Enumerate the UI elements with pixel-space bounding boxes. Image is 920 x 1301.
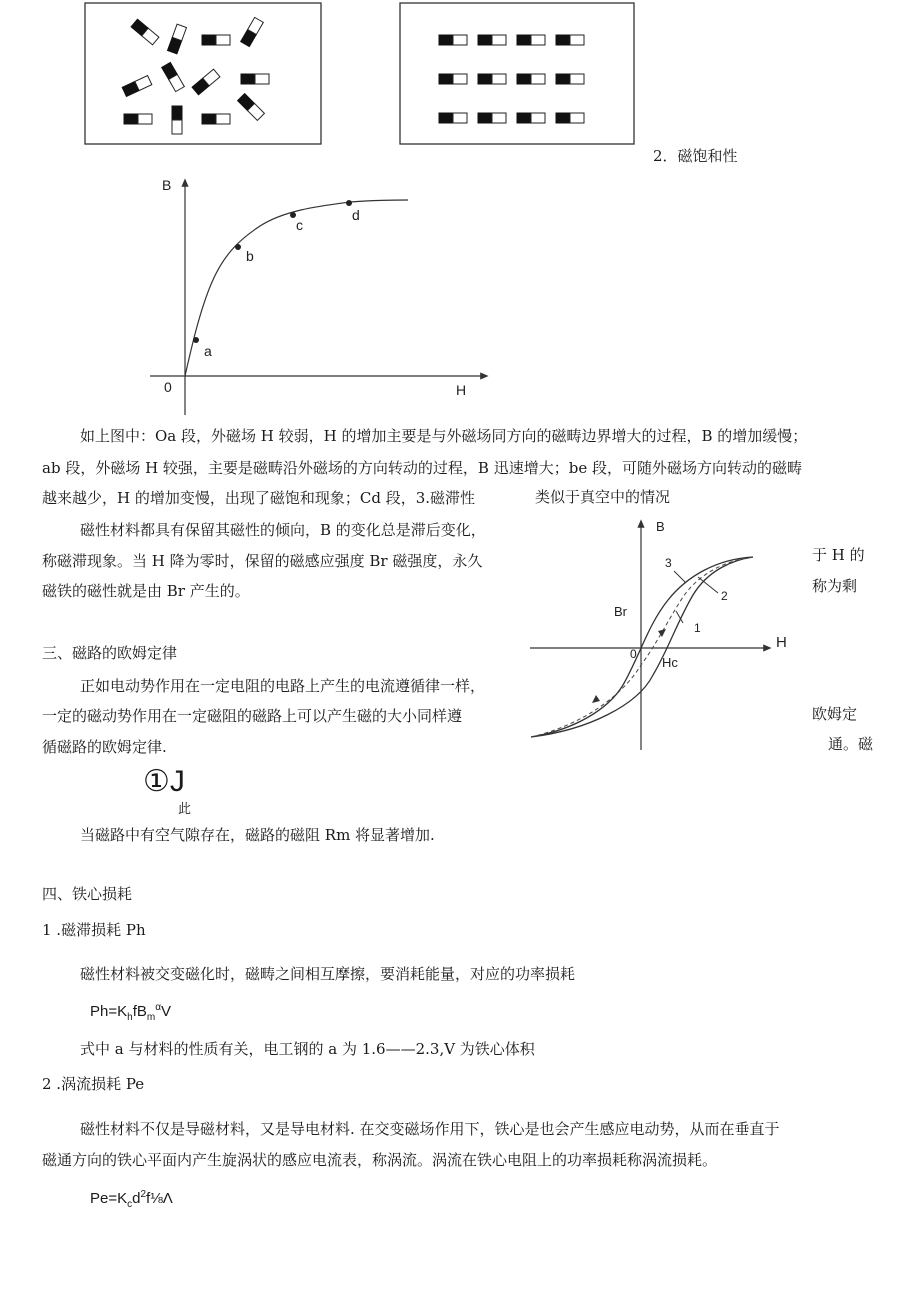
aligned-domain-magnet xyxy=(556,35,584,45)
heading-saturation: 2．磁饱和性 xyxy=(653,147,738,165)
eddy-para-line-2: 磁通方向的铁心平面内产生旋涡状的感应电流表，称涡流。涡流在铁心电阻上的功率损耗称涡流损耗。 xyxy=(42,1151,718,1169)
hysteresis-para-line-1b: 于 H 的 xyxy=(812,546,865,564)
random-domain-magnet xyxy=(238,94,265,121)
random-domain-magnet xyxy=(202,35,230,45)
loop-upper-branch xyxy=(531,557,753,737)
random-domain-magnet xyxy=(172,106,182,134)
random-domain-magnet xyxy=(124,114,152,124)
aligned-domain-magnet xyxy=(556,74,584,84)
loop-origin-label: 0 xyxy=(630,647,637,661)
aligned-domain-magnet xyxy=(439,74,467,84)
heading-hysteresis-loss: 1 .磁滞损耗 Ph xyxy=(42,921,146,939)
alpha-desc: 式中 a 与材料的性质有关，电工钢的 a 为 1.6——2.3,V 为铁心体积 xyxy=(80,1040,535,1058)
point-a xyxy=(193,337,199,343)
ohm-para-line-3: 循磁路的欧姆定律. xyxy=(42,738,167,756)
label-hc: Hc xyxy=(662,655,678,670)
magnetic-domains-diagram xyxy=(0,0,920,150)
formula-ph: $Ph=K_hfB_m^\alpha V$ xyxy=(90,1002,172,1023)
ohm-para-line-2: 一定的磁动势作用在一定磁阻的磁路上可以产生磁的大小同样遵 xyxy=(42,707,463,725)
curve-origin-label: 0 xyxy=(164,379,172,395)
curve-y-label: B xyxy=(162,177,172,193)
label-c: c xyxy=(296,217,303,233)
heading-ohm-law: 三、磁路的欧姆定律 xyxy=(42,644,178,662)
label-curve-2: 2 xyxy=(721,589,728,603)
hysteresis-para-line-2b: 称为剩 xyxy=(812,577,858,595)
aligned-domain-magnet xyxy=(517,35,545,45)
random-domain-magnet xyxy=(241,74,269,84)
aligned-domain-magnet xyxy=(439,35,467,45)
curve-desc-line-2: ab 段，外磁场 H 较强，主要是磁畴沿外磁场的方向转动的过程，B 迅速增大；be 段，可随外磁场方向转动的磁畴 xyxy=(42,459,802,477)
random-domain-magnet xyxy=(131,19,159,45)
hysteresis-para-line-2: 称磁滞现象。当 H 降为零时，保留的磁感应强度 Br 磁强度，永久 xyxy=(42,552,483,570)
eddy-para-line-1: 磁性材料不仅是导磁材料，又是导电材料. 在交变磁场作用下，铁心是也会产生感应电动势，从而在垂直于 xyxy=(80,1120,780,1138)
label-b: b xyxy=(246,248,254,264)
formula-fragment-sub: 此 xyxy=(178,802,192,817)
curve-desc-line-3b: 类似于真空中的情况 xyxy=(535,488,671,506)
loop-x-label: H xyxy=(776,634,787,651)
aligned-domain-magnet xyxy=(517,113,545,123)
random-domain-magnet xyxy=(202,114,230,124)
aligned-domain-magnet xyxy=(478,113,506,123)
heading-eddy-loss: 2 .涡流损耗 Pe xyxy=(42,1075,145,1093)
curve-desc-line-3: 越来越少，H 的增加变慢，出现了磁饱和现象；Cd 段，3.磁滞性 xyxy=(42,489,476,507)
hysteresis-para-line-1: 磁性材料都具有保留其磁性的倾向，B 的变化总是滞后变化， xyxy=(80,521,486,539)
ohm-para-line-3b: 通。磁 xyxy=(828,735,874,753)
random-domain-magnet xyxy=(241,17,264,46)
loop-y-label: B xyxy=(656,519,665,534)
curve-desc-line-1: 如上图中：Oa 段，外磁场 H 较弱，H 的增加主要是与外磁场同方向的磁畴边界增大的过程，B 的增加缓慢； xyxy=(80,427,808,445)
curve-x-label: H xyxy=(456,382,467,398)
label-d: d xyxy=(352,207,360,223)
formula-fragment-symbol: ①J xyxy=(143,765,185,798)
random-domain-magnet xyxy=(122,76,152,97)
aligned-domain-magnet xyxy=(439,113,467,123)
ohm-para-line-2b: 欧姆定 xyxy=(812,705,858,723)
ohm-para-line-1: 正如电动势作用在一定电阻的电路上产生的电流遵循律一样， xyxy=(80,677,486,695)
random-domain-magnet xyxy=(162,62,185,91)
aligned-domain-magnet xyxy=(478,35,506,45)
point-b xyxy=(235,244,241,250)
formula-pe: $Pe=K_cd^2f\frac{1}{8}\Lambda$ xyxy=(90,1189,173,1210)
label-a: a xyxy=(204,343,212,359)
label-br: Br xyxy=(614,604,627,619)
hysteresis-loss-desc: 磁性材料被交变磁化时，磁畴之间相互摩擦，要消耗能量，对应的功率损耗 xyxy=(80,965,576,983)
label-curve-1: 1 xyxy=(694,621,701,635)
hysteresis-loop-chart xyxy=(528,515,798,755)
aligned-domain-magnet xyxy=(478,74,506,84)
hysteresis-para-line-3: 磁铁的磁性就是由 Br 产生的。 xyxy=(42,582,250,600)
magnetization-curve-chart xyxy=(150,170,510,420)
point-d xyxy=(346,200,352,206)
aligned-domain-magnet xyxy=(556,113,584,123)
random-domain-magnet xyxy=(192,69,220,95)
label-curve-3: 3 xyxy=(665,556,672,570)
heading-core-loss: 四、铁心损耗 xyxy=(42,885,133,903)
aligned-domain-magnet xyxy=(517,74,545,84)
random-domain-magnet xyxy=(168,24,187,54)
air-gap-text: 当磁路中有空气隙存在，磁路的磁阻 Rm 将显著增加. xyxy=(80,826,435,844)
